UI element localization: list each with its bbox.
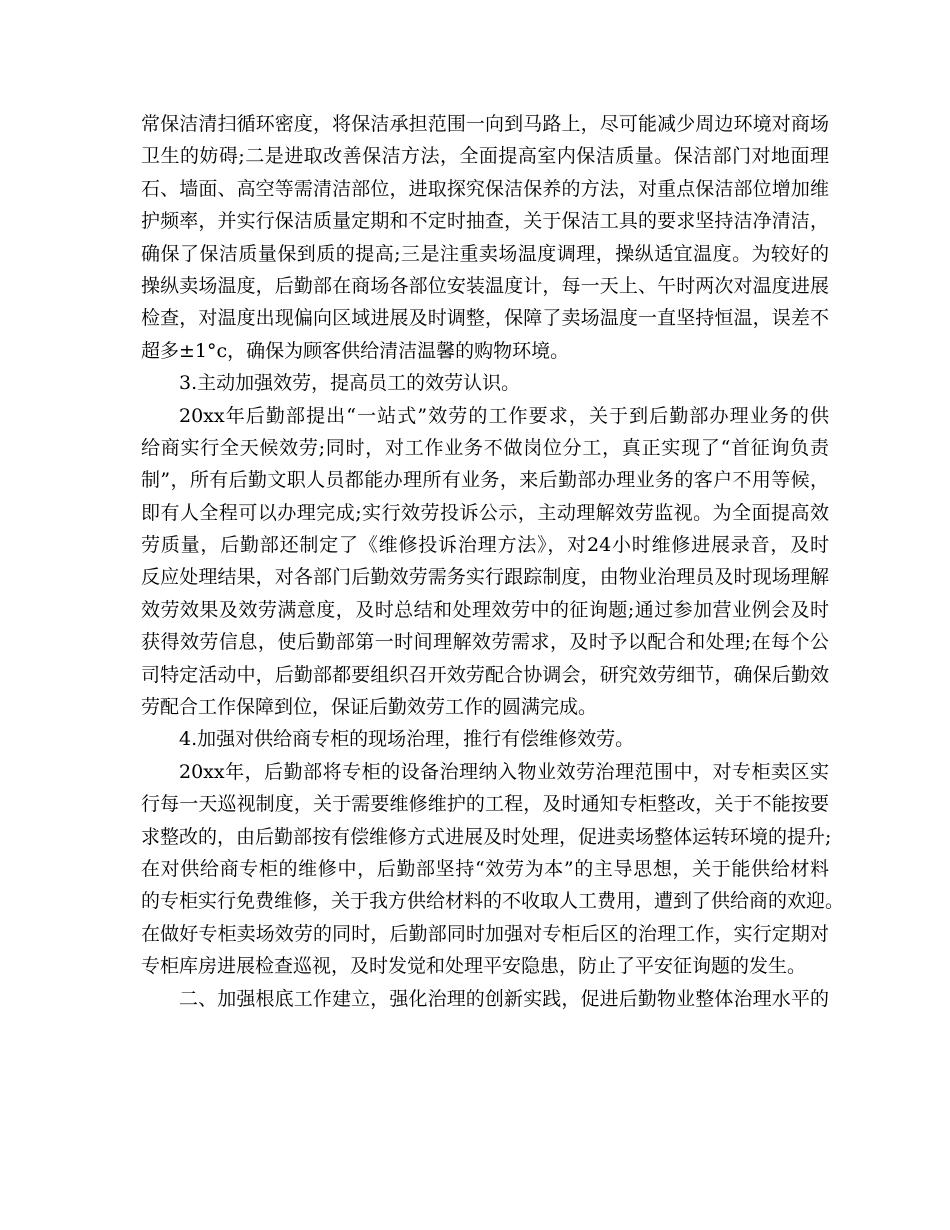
text-line: 二、加强根底工作建立，强化治理的创新实践，促进后勤物业整体治理水平的 [179, 987, 829, 1010]
text-line: 司特定活动中，后勤部都要组织召开效劳配合协调会，研究效劳细节，确保后勤效 [141, 663, 829, 686]
text-line: 行每一天巡视制度，关于需要维修维护的工程，及时通知专柜整改，关于不能按要 [141, 793, 829, 816]
text-line: 劳质量，后勤部还制定了《维修投诉治理方法》，对24小时维修进展录音，及时 [141, 534, 829, 557]
text-line: 3.主动加强效劳，提高员工的效劳认识。 [179, 372, 521, 395]
text-line: 常保洁清扫循环密度，将保洁承担范围一向到马路上，尽可能减少周边环境对商场 [141, 113, 829, 135]
text-line: 石、墙面、高空等需清洁部位，进取探究保洁保养的方法，对重点保洁部位增加维 [141, 177, 829, 200]
text-line: 超多±1°c，确保为顾客供给清洁温馨的购物环境。 [141, 339, 570, 362]
text-line: 护频率，并实行保洁质量定期和不定时抽查，关于保洁工具的要求坚持洁净清洁， [141, 210, 829, 233]
text-line: 的专柜实行免费维修，关于我方供给材料的不收取人工费用，遭到了供给商的欢迎。 [141, 890, 845, 913]
document-body [141, 108, 845, 1015]
text-line: 给商实行全天候效劳;同时，对工作业务不做岗位分工，真正实现了“首征询负责 [141, 436, 829, 459]
text-line: 4.加强对供给商专柜的现场治理，推行有偿维修效劳。 [179, 728, 635, 751]
text-line: 专柜库房进展检查巡视，及时发觉和处理平安隐患，防止了平安征询题的发生。 [141, 955, 807, 978]
text-line: 反应处理结果，对各部门后勤效劳需务实行跟踪制度，由物业治理员及时现场理解 [141, 566, 829, 589]
text-line: 即有人全程可以办理完成;实行效劳投诉公示，主动理解效劳监视。为全面提高效 [141, 501, 829, 524]
text-line: 获得效劳信息，使后勤部第一时间理解效劳需求，及时予以配合和处理;在每个公 [141, 631, 829, 654]
text-line: 20xx年后勤部提出“一站式”效劳的工作要求，关于到后勤部办理业务的供 [179, 404, 829, 427]
text-line: 在做好专柜卖场效劳的同时，后勤部同时加强对专柜后区的治理工作，实行定期对 [141, 922, 829, 945]
text-line: 求整改的，由后勤部按有偿维修方式进展及时处理，促进卖场整体运转环境的提升; [141, 825, 832, 848]
text-line: 20xx年，后勤部将专柜的设备治理纳入物业效劳治理范围中，对专柜卖区实 [179, 760, 829, 783]
text-line: 制”，所有后勤文职人员都能办理所有业务，来后勤部办理业务的客户不用等候， [141, 469, 829, 492]
text-line: 卫生的妨碍;二是进取改善保洁方法，全面提高室内保洁质量。保洁部门对地面理 [141, 145, 829, 168]
text-line: 操纵卖场温度，后勤部在商场各部位安装温度计，每一天上、午时两次对温度进展 [141, 274, 829, 297]
text-line: 劳配合工作保障到位，保证后勤效劳工作的圆满完成。 [141, 696, 598, 719]
text-line: 效劳效果及效劳满意度，及时总结和处理效劳中的征询题;通过参加营业例会及时 [141, 598, 829, 621]
text-line: 在对供给商专柜的维修中，后勤部坚持“效劳为本”的主导思想，关于能供给材料 [141, 857, 829, 880]
text-line: 检查，对温度出现偏向区域进展及时调整，保障了卖场温度一直坚持恒温，误差不 [141, 307, 829, 330]
text-line: 确保了保洁质量保到质的提高;三是注重卖场温度调理，操纵适宜温度。为较好的 [141, 242, 829, 265]
